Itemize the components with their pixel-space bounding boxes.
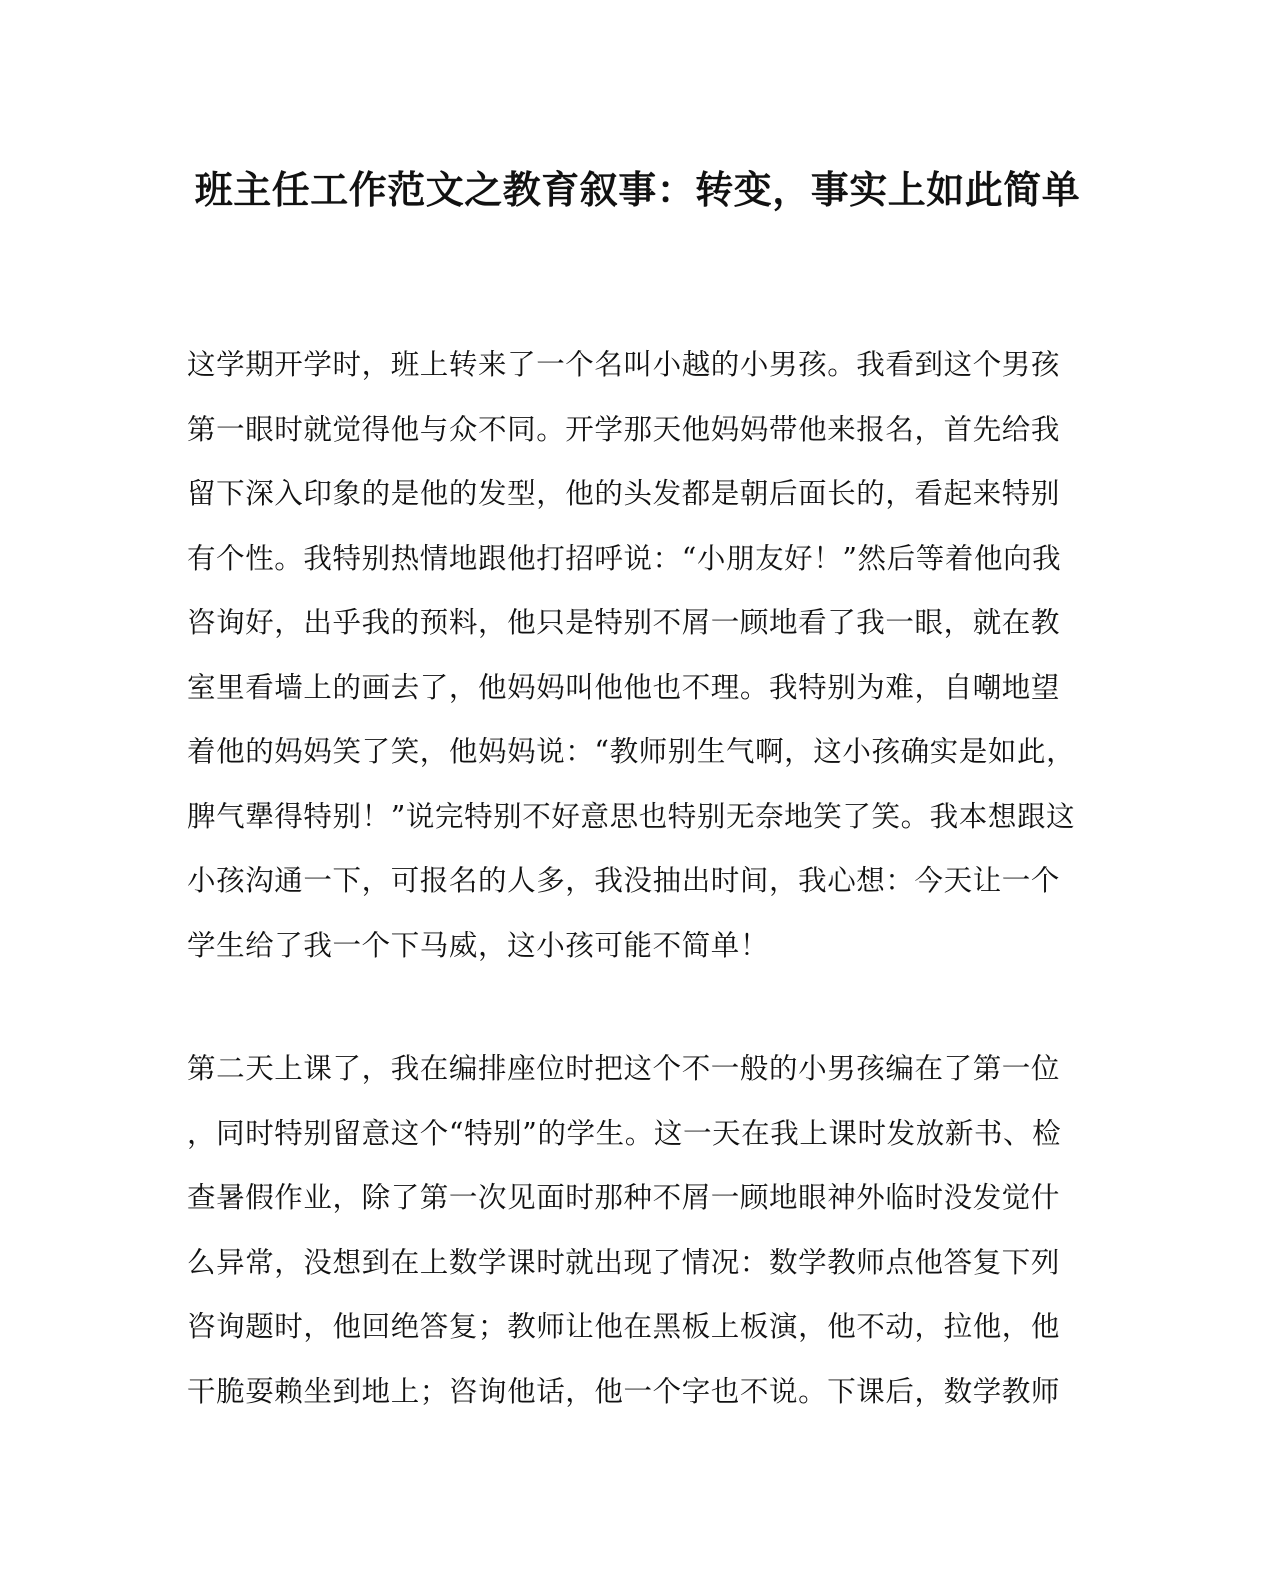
document-title: 班主任工作范文之教育叙事：转变，事实上如此简单 [194,167,1081,212]
text-line: 第二天上课了，我在编排座位时把这个不一般的小男孩编在了第一位 [187,1052,1061,1085]
text-line: 有个性。我特别热情地跟他打招呼说：“小朋友好！”然后等着他向我 [187,541,1062,575]
text-line: 留下深入印象的是他的发型，他的头发都是朝后面长的，看起来特别 [187,477,1061,510]
text-line: ，同时特别留意这个“特别”的学生。这一天在我上课时发放新书、检 [187,1116,1062,1150]
text-line: 小孩沟通一下，可报名的人多，我没抽出时间，我心想：今天让一个 [187,864,1061,897]
text-line: 室里看墙上的画去了，他妈妈叫他他也不理。我特别为难，自嘲地望 [187,670,1061,704]
text-line: 脾气犟得特别！”说完特别不好意思也特别无奈地笑了笑。我本想跟这 [187,799,1076,833]
text-line: 这学期开学时，班上转来了一个名叫小越的小男孩。我看到这个男孩 [187,348,1061,381]
text-line: 第一眼时就觉得他与众不同。开学那天他妈妈带他来报名，首先给我 [187,412,1061,446]
text-line: 着他的妈妈笑了笑，他妈妈说：“教师别生气啊，这小孩确实是如此， [187,735,1076,768]
text-line: 咨询好，出乎我的预料，他只是特别不屑一顾地看了我一眼，就在教 [187,606,1061,639]
text-line: 干脆耍赖坐到地上；咨询他话，他一个字也不说。下课后，数学教师 [187,1374,1061,1408]
text-line: 么异常，没想到在上数学课时就出现了情况：数学教师点他答复下列 [187,1245,1061,1279]
paragraph-2 [187,1037,1067,1424]
text-line: 学生给了我一个下马威，这小孩可能不简单！ [187,928,770,962]
paragraph-1 [187,333,1076,978]
text-line: 咨询题时，他回绝答复；教师让他在黑板上板演，他不动，拉他，他 [187,1310,1061,1343]
text-line: 查暑假作业，除了第一次见面时那种不屑一顾地眼神外临时没发觉什 [187,1181,1061,1214]
